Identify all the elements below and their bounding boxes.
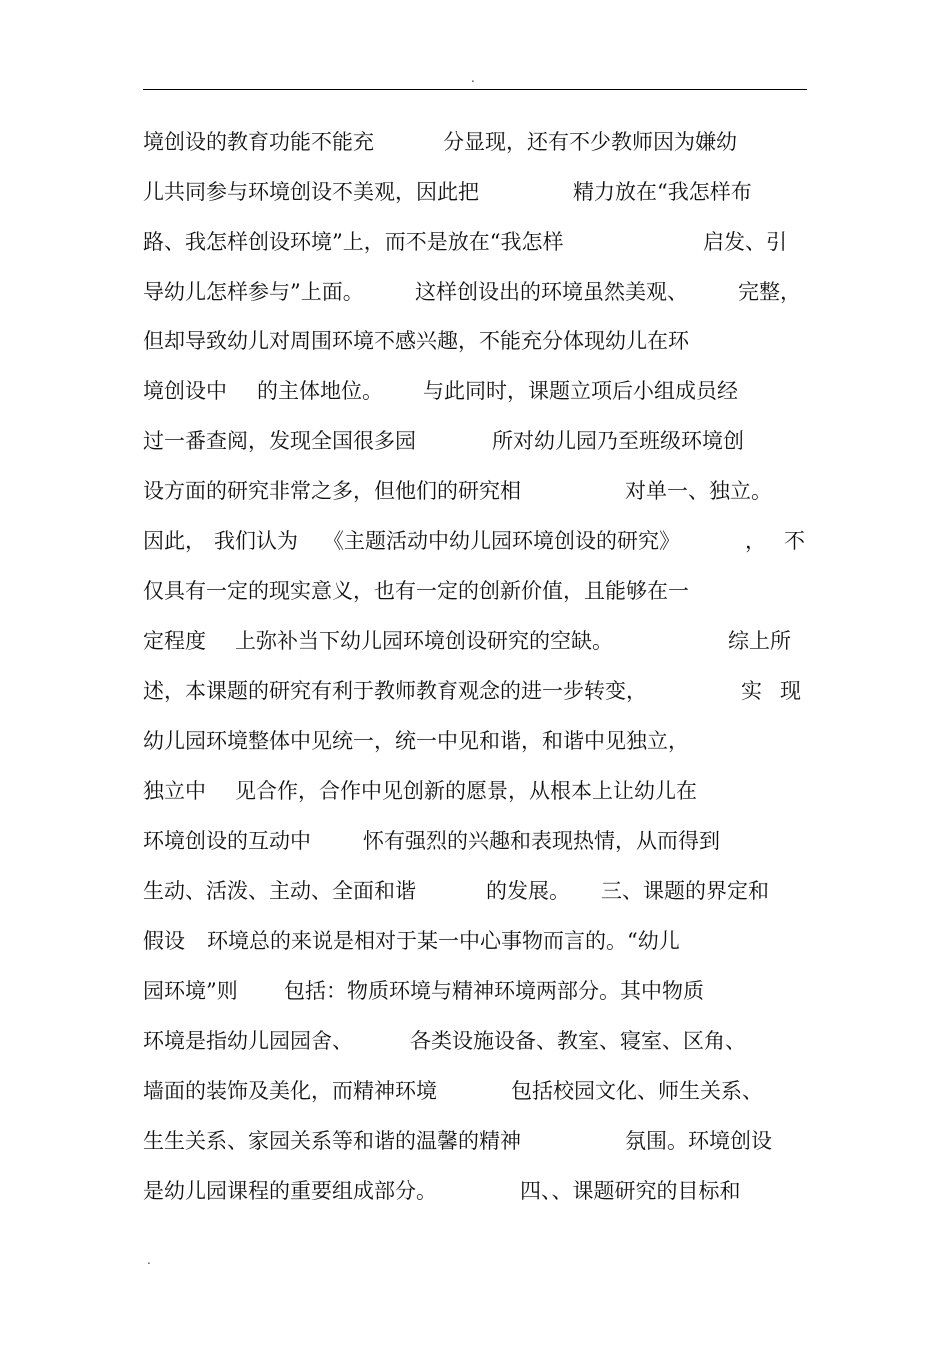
text-segment: 环境是指幼儿园园舍、 bbox=[143, 1029, 353, 1053]
text-segment: 启发、引 bbox=[703, 230, 787, 254]
footer-mark: . bbox=[147, 1253, 151, 1267]
text-segment: 是幼儿园课程的重要组成部分。 bbox=[143, 1179, 437, 1203]
text-segment: 境创设中 bbox=[143, 379, 227, 403]
text-segment: 三、课题的界定和 bbox=[601, 879, 769, 903]
text-segment: 境创设的教育功能不能充 bbox=[143, 130, 374, 154]
text-segment: 怀有强烈的兴趣和表现热情，从而得到 bbox=[363, 829, 720, 853]
text-segment: 综上所 bbox=[728, 629, 791, 653]
text-segment: 现 bbox=[780, 679, 801, 703]
text-segment: 氛围。环境创设 bbox=[625, 1129, 772, 1153]
text-segment: 因此， bbox=[143, 529, 206, 553]
text-segment: 路、我怎样创设环境”上，而不是放在“我怎样 bbox=[143, 230, 564, 254]
text-segment: 完整， bbox=[738, 280, 801, 304]
text-segment: 但却导致幼儿对周围环境不感兴趣，不能充分体现幼儿在环 bbox=[143, 329, 689, 353]
header-rule bbox=[143, 89, 807, 90]
text-segment: 仅具有一定的现实意义，也有一定的创新价值，且能够在一 bbox=[143, 579, 689, 603]
text-segment: 过一番查阅，发现全国很多园 bbox=[143, 429, 416, 453]
header-mark: . bbox=[471, 71, 475, 85]
text-segment: 各类设施设备、教室、寝室、区角、 bbox=[410, 1029, 746, 1053]
text-segment: 与此同时，课题立项后小组成员经 bbox=[423, 379, 738, 403]
text-segment: 对单一、独立。 bbox=[625, 479, 772, 503]
text-segment: 包括：物质环境与精神环境两部分。其中物质 bbox=[284, 979, 704, 1003]
text-segment: 见合作，合作中见创新的愿景，从根本上让幼儿在 bbox=[235, 779, 697, 803]
text-segment: 假设 bbox=[143, 929, 185, 953]
text-segment: 这样创设出的环境虽然美观、 bbox=[415, 280, 688, 304]
text-segment: 实 bbox=[741, 679, 762, 703]
text-segment: 的发展。 bbox=[486, 879, 570, 903]
text-segment: 我们认为 bbox=[214, 529, 298, 553]
text-segment: 《主题活动中幼儿园环境创设的研究》 bbox=[323, 529, 680, 553]
text-segment: 的主体地位。 bbox=[257, 379, 383, 403]
text-segment: 不 bbox=[784, 529, 805, 553]
text-segment: 环境总的来说是相对于某一中心事物而言的。“幼儿 bbox=[207, 929, 680, 953]
text-segment: 述，本课题的研究有利于教师教育观念的进一步转变， bbox=[143, 679, 647, 703]
text-segment: 上弥补当下幼儿园环境创设研究的空缺。 bbox=[235, 629, 613, 653]
text-segment: 生动、活泼、主动、全面和谐 bbox=[143, 879, 416, 903]
text-segment: 生生关系、家园关系等和谐的温馨的精神 bbox=[143, 1129, 521, 1153]
text-segment: 园环境”则 bbox=[143, 979, 238, 1003]
text-segment: 幼儿园环境整体中见统一，统一中见和谐，和谐中见独立， bbox=[143, 729, 689, 753]
text-segment: 导幼儿怎样参与”上面。 bbox=[143, 280, 364, 304]
text-segment: 墙面的装饰及美化，而精神环境 bbox=[143, 1079, 437, 1103]
text-segment: 所对幼儿园乃至班级环境创 bbox=[492, 429, 744, 453]
text-segment: 设方面的研究非常之多，但他们的研究相 bbox=[143, 479, 521, 503]
text-segment: 精力放在“我怎样布 bbox=[573, 180, 752, 204]
text-segment: 环境创设的互动中 bbox=[143, 829, 311, 853]
text-segment: 分显现，还有不少教师因为嫌幼 bbox=[443, 130, 737, 154]
text-segment: ， bbox=[745, 529, 766, 553]
text-segment: 四、、课题研究的目标和 bbox=[520, 1179, 741, 1203]
text-segment: 独立中 bbox=[143, 779, 206, 803]
text-segment: 定程度 bbox=[143, 629, 206, 653]
text-segment: 包括校园文化、师生关系、 bbox=[511, 1079, 763, 1103]
text-segment: 儿共同参与环境创设不美观，因此把 bbox=[143, 180, 479, 204]
